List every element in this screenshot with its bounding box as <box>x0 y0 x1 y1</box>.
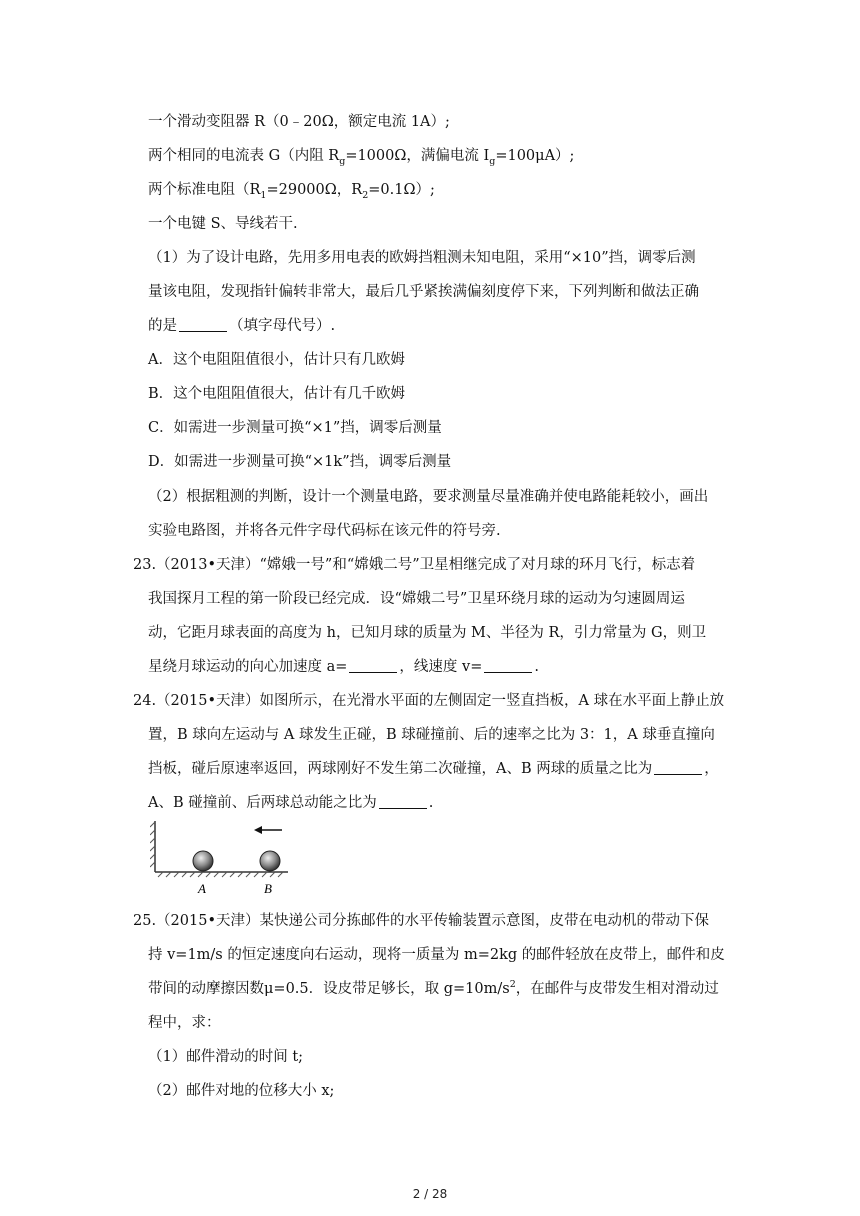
question-24: 24.（2015•天津）如图所示，在光滑水平面的左侧固定一竖直挡板，A 球在水平面上静止放 <box>133 693 725 709</box>
label-b: B <box>264 881 272 895</box>
text-line: 置，B 球向左运动与 A 球发生正碰，B 球碰撞前、后的速率之比为 3：1，A 球垂直撞向 <box>148 727 715 743</box>
ball-a <box>193 851 213 871</box>
text-line: 星绕月球运动的向心加速度 a= ，线速度 v= . <box>148 659 539 675</box>
text-line: 挡板，碰后原速率返回，两球刚好不发生第二次碰撞，A、B 两球的质量之比为 ， <box>148 761 719 777</box>
text-line: C．如需进一步测量可换“×1”挡，调零后测量 <box>148 420 442 436</box>
text-line: （2）邮件对地的位移大小 x; <box>148 1083 335 1099</box>
question-23: 23.（2013•天津）“嫦娥一号”和“嫦娥二号”卫星相继完成了对月球的环月飞行，标志着 <box>133 557 696 573</box>
text-line: （2）根据粗测的判断，设计一个测量电路，要求测量尽量准确并使电路能耗较小，画出 <box>148 489 709 505</box>
page-number: 2 / 28 <box>412 1187 448 1201</box>
text-line: 两个相同的电流表 G（内阻 $R_g=1000\Omega$，满偏电流 $I_g=100\mu A$）; <box>148 148 575 167</box>
text-line: 一个电键 S、导线若干. <box>148 216 298 232</box>
text-line: A、B 碰撞前、后两球总动能之比为 . <box>148 795 434 811</box>
text-line: 一个滑动变阻器 R（0﹣20Ω，额定电流 1A）; <box>148 114 450 130</box>
answer-blank <box>484 658 532 673</box>
text-line: 程中，求： <box>148 1015 221 1031</box>
text-line: 持 v=1m/s 的恒定速度向右运动，现将一质量为 m=2kg 的邮件轻放在皮带上，邮件和皮 <box>148 947 725 963</box>
text-line: 带间的动摩擦因数μ=0.5．设皮带足够长，取 $g=10m/s^2$，在邮件与皮带发生相对滑动过 <box>148 979 719 997</box>
collision-figure <box>150 815 290 895</box>
text-line: 量该电阻，发现指针偏转非常大，最后几乎紧挨满偏刻度停下来，下列判断和做法正确 <box>148 284 699 300</box>
text-line: 实验电路图，并将各元件字母代码标在该元件的符号旁. <box>148 523 501 539</box>
ball-b <box>260 851 280 871</box>
text-line: 的是 （填字母代号）. <box>148 318 336 334</box>
text-line: 我国探月工程的第一阶段已经完成．设“嫦娥二号”卫星环绕月球的运动为匀速圆周运 <box>148 591 685 607</box>
answer-blank <box>379 794 427 809</box>
text-line: 两个标准电阻（$R_1=29000\Omega$，$R_2=0.1\Omega$）; <box>148 182 435 201</box>
question-25: 25.（2015•天津）某快递公司分拣邮件的水平传输装置示意图，皮带在电动机的带动下保 <box>133 913 710 929</box>
text-line: （1）为了设计电路，先用多用电表的欧姆挡粗测未知电阻，采用“×10”挡，调零后测 <box>148 250 696 266</box>
text-line: （1）邮件滑动的时间 t; <box>148 1049 304 1065</box>
answer-blank <box>654 760 702 775</box>
arrow-head <box>254 826 262 834</box>
text-line: D．如需进一步测量可换“×1k”挡，调零后测量 <box>148 454 452 470</box>
answer-blank <box>179 317 227 332</box>
text-line: A．这个电阻阻值很小，估计只有几欧姆 <box>148 352 405 368</box>
label-a: A <box>198 881 206 895</box>
text-line: 动，它距月球表面的高度为 h，已知月球的质量为 M、半径为 R，引力常量为 G，则卫 <box>148 625 707 641</box>
text-line: B．这个电阻阻值很大，估计有几千欧姆 <box>148 386 406 402</box>
answer-blank <box>349 658 397 673</box>
